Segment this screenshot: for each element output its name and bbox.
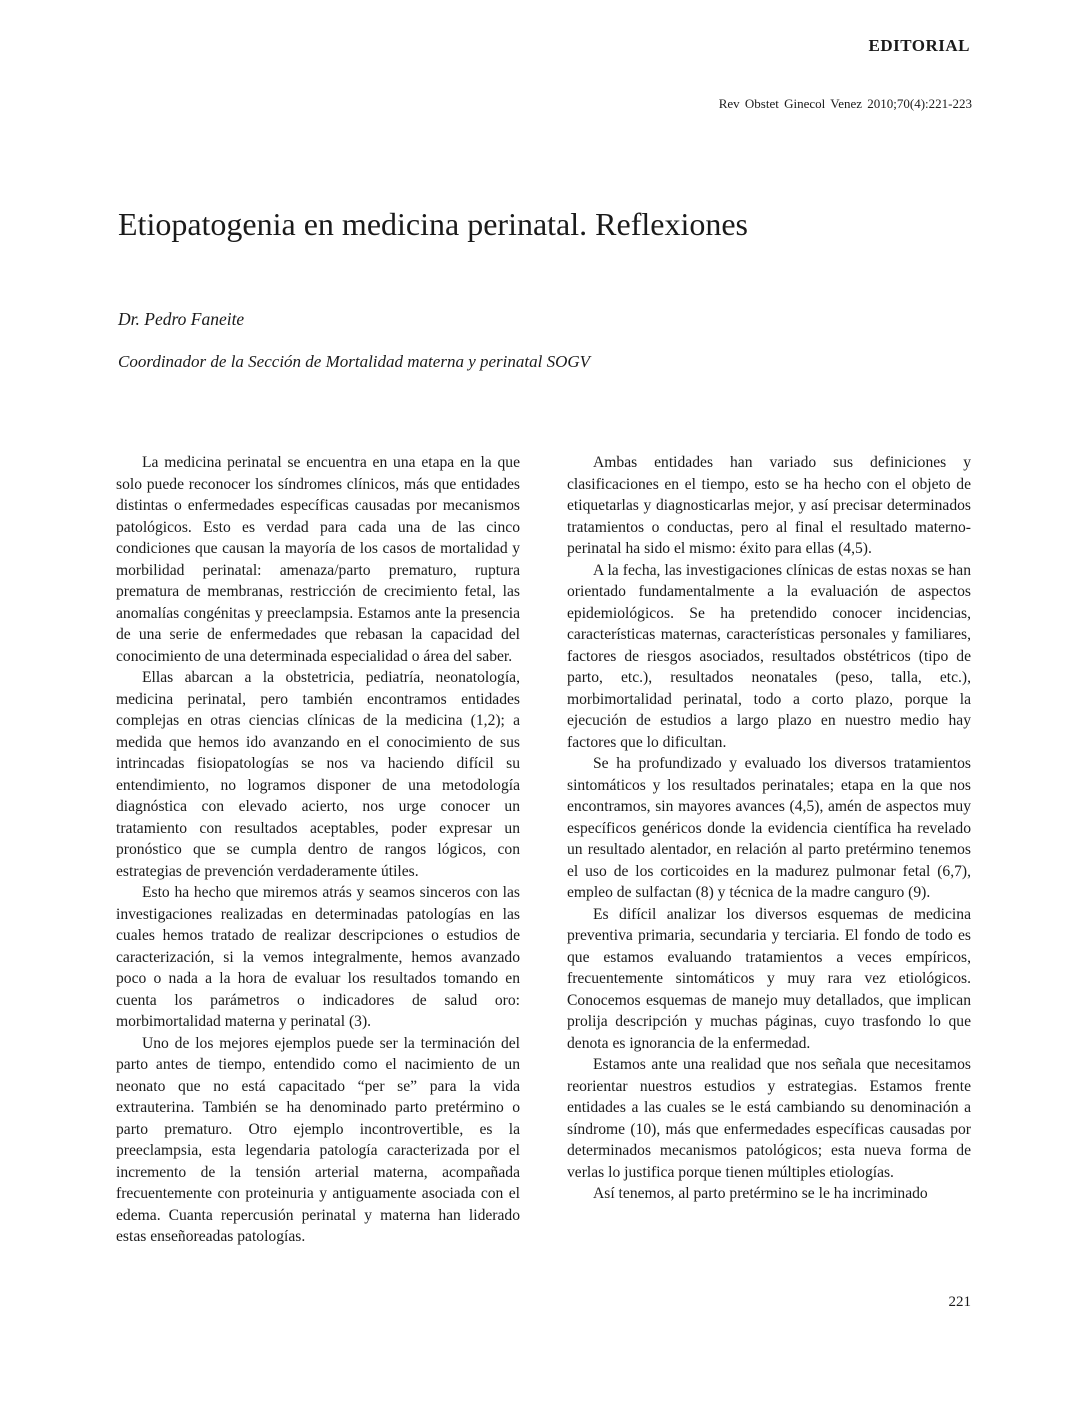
body-paragraph: Ambas entidades han variado sus definiciones y clasificaciones en el tiempo, esto se ha hecho con el objeto de etiquetarlas y diagnosticarlas mejor, y así precisar determinados tratamientos o conductas, pero al final el resultado materno-perinatal ha sido el mismo: éxito para ellas (4,5).: [567, 454, 971, 557]
body-paragraph: Uno de los mejores ejemplos puede ser la terminación del parto antes de tiempo, entendido como el nacimiento de un neonato que no está capacitado “per se” para la vida extrauterina. También se ha denominado parto pretérmino o parto prematuro. Otro ejemplo incontrovertible, es la preeclampsia, esta legendaria patología caracterizada por el incremento de la tensión arterial materna, acompañada frecuentemente con proteinuria y antiguamente asociada con el edema. Cuanta repercusión perinatal y materna han liderado estas enseñoreadas patologías.: [116, 1034, 520, 1245]
body-paragraph: La medicina perinatal se encuentra en una etapa en la que solo puede reconocer los síndromes clínicos, más que entidades distintas o enfermedades específicas causadas por mecanismos patológicos. Esto es verdad para cada una de las cinco condiciones que causan la mayoría de los casos de mortalidad y morbilidad perinatal: amenaza/parto prematuro, ruptura prematura de membranas, restricción de crecimiento fetal, las anomalías congénitas y preeclampsia. Estamos ante la presencia de una serie de enfermedades que rebasan la capacidad del conocimiento de una determinada especialidad o área del saber.: [116, 454, 520, 665]
left-text-column: [116, 452, 520, 1248]
body-paragraph: A la fecha, las investigaciones clínicas de estas noxas se han orientado fundamentalmente a la evaluación de aspectos epidemiológicos. Se ha pretendido conocer incidencias, características maternas, características personales y familiares, factores de riesgos asociados, resultados obstétricos (tipo de parto, etc.), resultados neonatales (peso, talla, etc.), morbimortalidad perinatal, todo a corto plazo, porque la ejecución de estudios a largo plazo en nuestro medio hay factores que lo dificultan.: [567, 561, 971, 751]
body-paragraph: Estamos ante una realidad que nos señala que necesitamos reorientar nuestros estudios y estrategias. Estamos frente entidades a las cuales se le está cambiando su denominación a síndrome (10), más que enfermedades específicas causadas por determinados mecanismos patológicos; esta nueva forma de verlas lo justifica porque tienen múltiples etiologías.: [567, 1056, 971, 1181]
article-title: Etiopatogenia en medicina perinatal. Reflexiones: [118, 206, 748, 242]
body-paragraph: Es difícil analizar los diversos esquemas de medicina preventiva primaria, secundaria y terciaria. El fondo de todo es que estamos evaluando tratamientos a veces empíricos, frecuentemente sintomáticos y muy rara vez etiológicos. Conocemos esquemas de manejo muy detallados, que implican prolija descripción y muchas páginas, cuyo trasfondo lo que denota es ignorancia de la enfermedad.: [567, 905, 971, 1052]
right-text-column: [567, 452, 971, 1205]
author-affiliation: Coordinador de la Sección de Mortalidad materna y perinatal SOGV: [118, 352, 591, 371]
body-paragraph: Se ha profundizado y evaluado los diversos tratamientos sintomáticos y los resultados perinatales; etapa en la que nos encontramos, sin mayores avances (4,5), amén de aspectos muy específicos genéricos donde la evidencia científica ha revelado un resultado alentador, en relación al parto pretérmino tenemos el uso de los corticoides en la madurez pulmonar fetal (6,7), empleo de sulfactan (8) y técnica de la madre canguro (9).: [567, 755, 971, 901]
article-author: Dr. Pedro Faneite: [118, 309, 245, 329]
body-paragraph: Esto ha hecho que miremos atrás y seamos sinceros con las investigaciones realizadas en determinadas patologías en las cuales hemos tratado de realizar descripciones o estudios de caracterización, si la vemos integralmente, hemos avanzado poco o nada a la hora de evaluar los resultados tomando en cuenta los parámetros o indicadores de salud oro: morbimortalidad materna y perinatal (3).: [116, 884, 520, 1030]
page-number: 221: [948, 1294, 971, 1310]
journal-citation: Rev Obstet Ginecol Venez 2010;70(4):221-223: [718, 96, 972, 111]
body-paragraph: Así tenemos, al parto pretérmino se le ha incriminado: [593, 1185, 928, 1202]
body-paragraph: Ellas abarcan a la obstetricia, pediatría, neonatología, medicina perinatal, pero también encontramos entidades complejas en otras ciencias clínicas de la medicina (1,2); a medida que hemos ido avanzando en el conocimiento de sus intrincadas fisiopatologías se nos va haciendo difícil su entendimiento, no logramos disponer de una metodología diagnóstica con elevado acierto, nos urge conocer un tratamiento con resultados aceptables, poder expresar un pronóstico que se cumpla dentro de rangos lógicos, con estrategias de prevención verdaderamente útiles.: [116, 669, 520, 880]
section-label: EDITORIAL: [868, 36, 970, 55]
